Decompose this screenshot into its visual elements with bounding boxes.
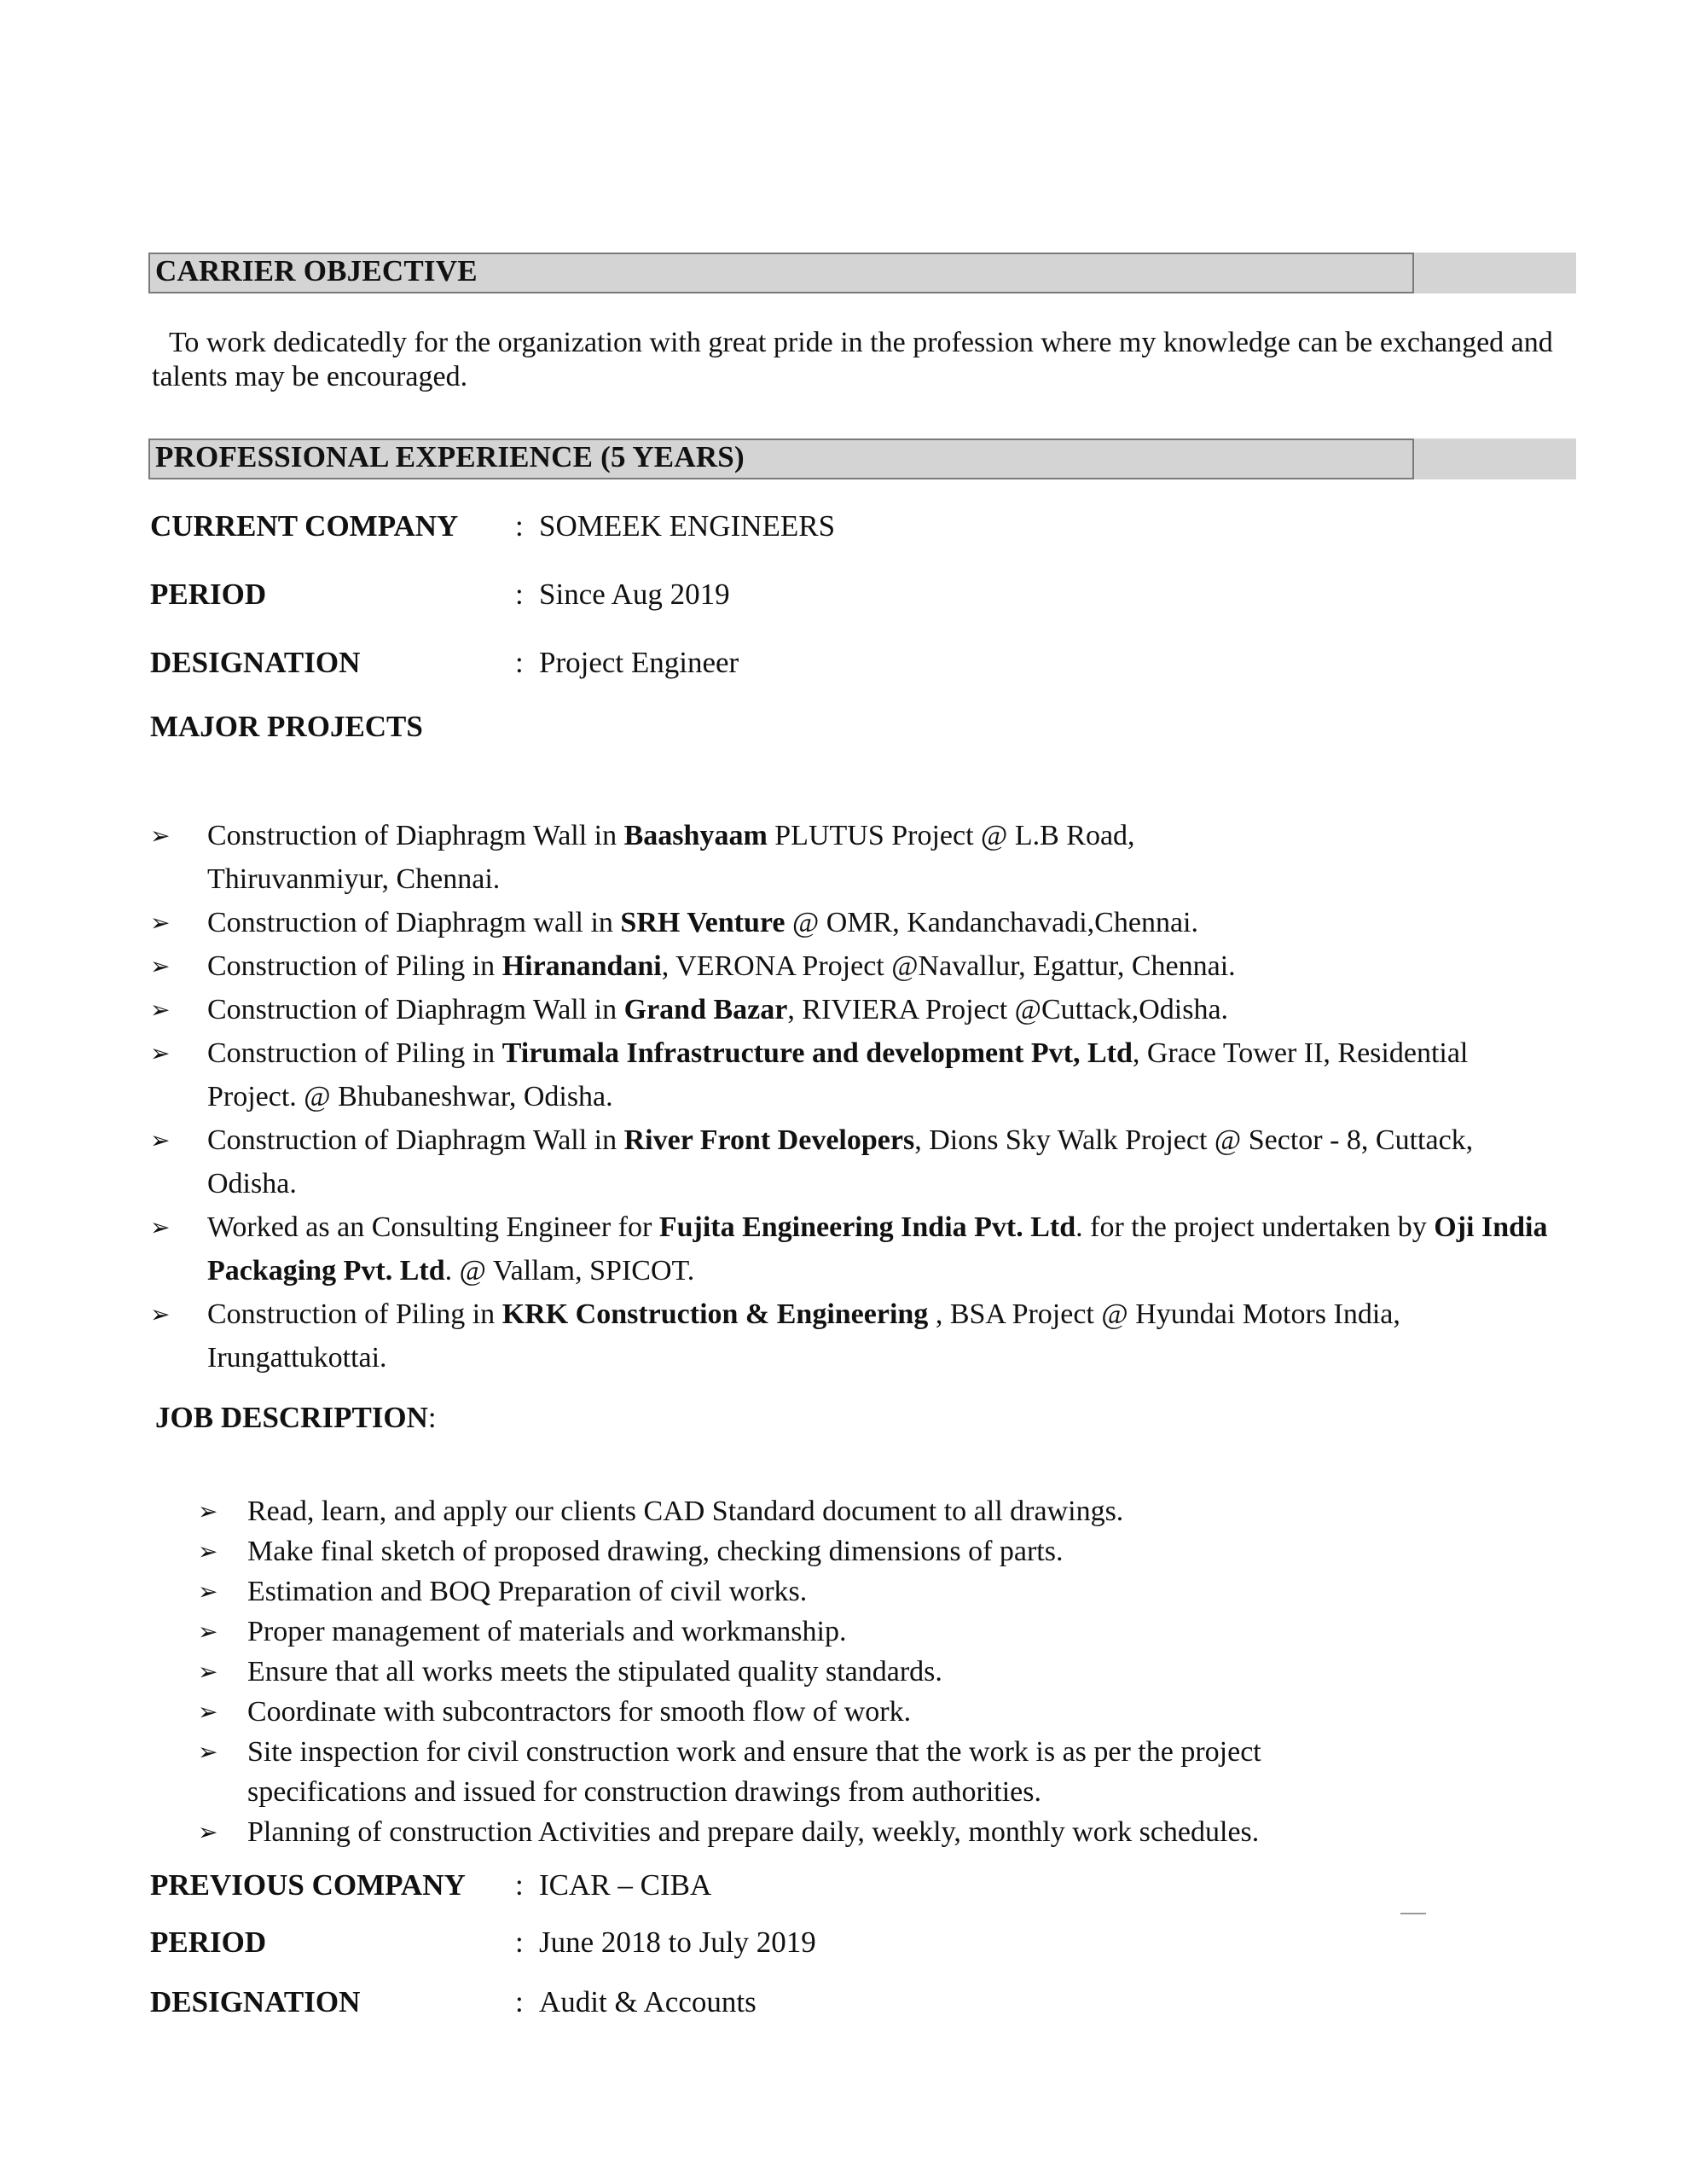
job-description-heading: JOB DESCRIPTION: — [155, 1401, 437, 1434]
arrowhead-bullet-icon: ➢ — [150, 996, 171, 1024]
list-item: ➢ Construction of Diaphragm Wall in River Front Developers, Dions Sky Walk Project @ Sector - 8, Cuttack, Odisha. — [150, 1118, 1583, 1205]
arrowhead-bullet-icon: ➢ — [198, 1818, 218, 1846]
arrowhead-bullet-icon: ➢ — [150, 1213, 171, 1241]
arrowhead-bullet-icon: ➢ — [150, 822, 171, 850]
arrowhead-bullet-icon: ➢ — [198, 1658, 218, 1686]
resume-page: CARRIER OBJECTIVE To work dedicatedly for the organization with great pride in the profession where my knowledge can be exchanged and talents may be encouraged. PROFESSIONAL EXPERIENCE (5 YEARS) CURRENT COMPANY : SOMEEK ENGINEERS PERIOD : Since Aug 2019 DESIGNATION : Project Engineer MAJOR PROJECTS ➢ Construction of Diaphragm Wall in Baashyaam PLUTUS Project @ L.B Road, Thiruvanmiyur, Chennai. ➢ Construction of Diaphragm wall in SRH Venture @ OMR, Kandanchavadi,Chennai. ➢ Construction of Piling in Hiranandani, VERONA Project @Navallur, Egattur, Chennai. ➢ Construction of Diaphragm Wall in Grand Bazar, RIVIERA Project @Cuttack,Odisha. ➢ Construction of Piling in Tirumala Infrastructure and development Pvt, Ltd, Grace Tower II, Residential Project. @ Bhubaneshwar, Odisha. ➢ Construction of Diaphragm Wall in River Front Developers, Dions Sky Walk Project @ Sector - 8, Cuttack, Odisha. ➢ Worked as an Consulting Engineer for Fujita Engineering India Pvt. Ltd. for the project undertaken by Oji India Packaging Pvt. Ltd. @ Vallam, SPICOT. ➢ Construction of Piling in KRK Construction & Engineering , BSA Project @ Hyundai Motors India, Irungattukottai. JOB DESCRIPTION: ➢ Read, learn, and apply our clients CAD Standard document to all drawings. ➢ Make final sketch of proposed drawing, checking dimensions of parts. ➢ Estimation and BOQ Preparation of civil works. ➢ Proper management of materials and workmanship. ➢ Ensure that all works meets the stipulated quality standards. ➢ Coordinate with subcontractors for smooth flow of work. ➢ Site inspection for civil construction work and ensure that the work is as per the project specifications and issued for construction drawings from authorities. ➢ Planning of construction Activities and prepare daily, weekly, monthly work schedules. PREVIOUS COMPANY : ICAR – CIBA PERIOD : June 2018 to July 2019 DESIGNATION : Audit & Accounts — [0, 0, 1687, 2184]
arrowhead-bullet-icon: ➢ — [150, 1039, 171, 1067]
list-item: ➢ Worked as an Consulting Engineer for Fujita Engineering India Pvt. Ltd. for the project undertaken by Oji India Packaging Pvt. Ltd. @ Vallam, SPICOT. — [150, 1205, 1583, 1292]
list-item: ➢ Make final sketch of proposed drawing, checking dimensions of parts. — [198, 1531, 1562, 1571]
list-item: ➢ Estimation and BOQ Preparation of civil works. — [198, 1571, 1562, 1612]
list-item: ➢ Construction of Piling in KRK Construction & Engineering , BSA Project @ Hyundai Motors India, Irungattukottai. — [150, 1292, 1583, 1380]
field-value: June 2018 to July 2019 — [539, 1926, 816, 1959]
arrowhead-bullet-icon: ➢ — [198, 1497, 218, 1525]
field-value: ICAR – CIBA — [539, 1868, 712, 1902]
arrowhead-bullet-icon: ➢ — [198, 1537, 218, 1565]
list-item: ➢ Construction of Diaphragm wall in SRH Venture @ OMR, Kandanchavadi,Chennai. — [150, 901, 1583, 944]
experience-header — [148, 439, 1576, 479]
field-value: Since Aug 2019 — [539, 578, 730, 611]
list-item: ➢ Coordinate with subcontractors for smooth flow of work. — [198, 1692, 1562, 1732]
job-description-list — [198, 1491, 1562, 1852]
list-item: ➢ Read, learn, and apply our clients CAD Standard document to all drawings. — [198, 1491, 1562, 1531]
arrowhead-bullet-icon: ➢ — [150, 1126, 171, 1154]
arrowhead-bullet-icon: ➢ — [198, 1738, 218, 1766]
field-value: Audit & Accounts — [539, 1985, 757, 2018]
field-label: PREVIOUS COMPANY — [150, 1868, 466, 1902]
field-label: CURRENT COMPANY — [150, 509, 459, 543]
field-label: PERIOD — [150, 578, 267, 611]
arrowhead-bullet-icon: ➢ — [150, 1300, 171, 1328]
list-item: ➢ Proper management of materials and workmanship. — [198, 1612, 1562, 1652]
arrowhead-bullet-icon: ➢ — [198, 1618, 218, 1646]
list-item: ➢ Construction of Diaphragm Wall in Grand Bazar, RIVIERA Project @Cuttack,Odisha. — [150, 988, 1583, 1031]
divider — [1400, 1913, 1426, 1914]
objective-text: To work dedicatedly for the organization with great pride in the profession where my knowledge can be exchanged and talents may be encouraged. — [152, 327, 1553, 392]
section-title: CARRIER OBJECTIVE — [155, 254, 478, 288]
section-title: PROFESSIONAL EXPERIENCE (5 YEARS) — [155, 440, 745, 473]
arrowhead-bullet-icon: ➢ — [150, 909, 171, 937]
list-item: ➢ Construction of Piling in Tirumala Infrastructure and development Pvt, Ltd, Grace Tower II, Residential Project. @ Bhubaneshwar, Odisha. — [150, 1031, 1583, 1118]
field-value: Project Engineer — [539, 646, 739, 679]
field-label: DESIGNATION — [150, 646, 361, 679]
field-label: PERIOD — [150, 1926, 267, 1959]
field-value: SOMEEK ENGINEERS — [539, 509, 836, 543]
list-item: ➢ Construction of Diaphragm Wall in Baashyaam PLUTUS Project @ L.B Road, Thiruvanmiyur, Chennai. — [150, 814, 1583, 901]
arrowhead-bullet-icon: ➢ — [198, 1577, 218, 1606]
list-item: ➢ Site inspection for civil construction work and ensure that the work is as per the project specifications and issued for construction drawings from authorities. — [198, 1732, 1348, 1812]
list-item: ➢ Construction of Piling in Hiranandani, VERONA Project @Navallur, Egattur, Chennai. — [150, 944, 1583, 988]
major-projects-heading: MAJOR PROJECTS — [150, 710, 423, 743]
carrier-objective-header — [148, 253, 1576, 293]
arrowhead-bullet-icon: ➢ — [150, 952, 171, 980]
list-item: ➢ Ensure that all works meets the stipulated quality standards. — [198, 1652, 1562, 1692]
list-item: ➢ Planning of construction Activities and prepare daily, weekly, monthly work schedules. — [198, 1812, 1562, 1852]
arrowhead-bullet-icon: ➢ — [198, 1698, 218, 1726]
projects-list — [150, 814, 1583, 1380]
field-label: DESIGNATION — [150, 1985, 361, 2018]
